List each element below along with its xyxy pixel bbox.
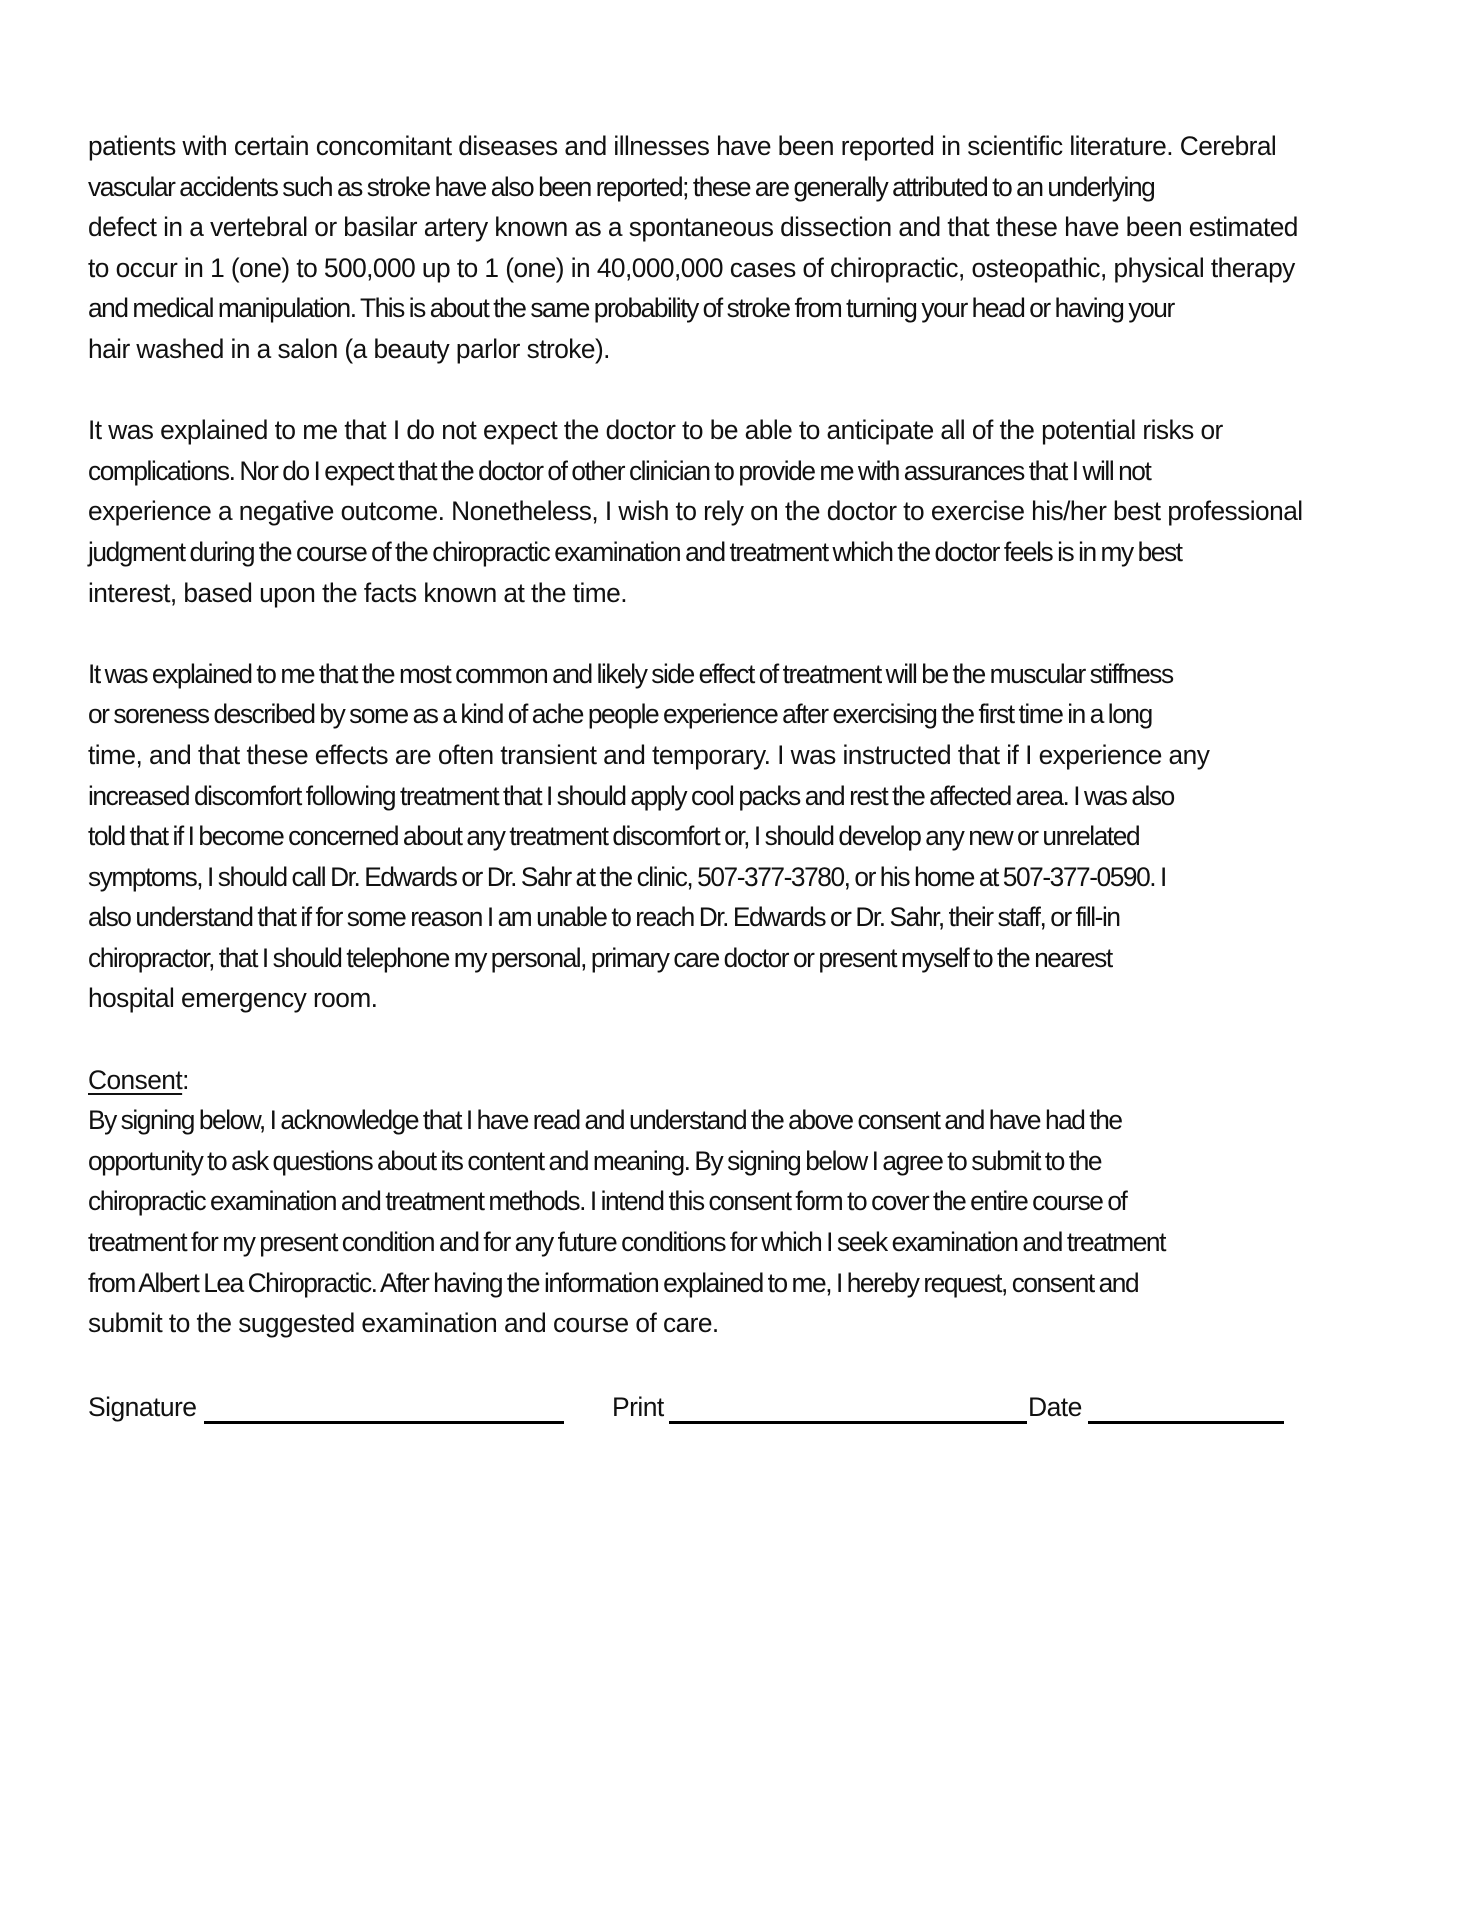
text-line: judgment during the course of the chiropractic examination and treatment which the doctor feels is in my best [88, 536, 1182, 567]
text-line: or soreness described by some as a kind of ache people experience after exercising the first time in a long [88, 699, 1152, 730]
paragraph-side-effects [88, 654, 1388, 1019]
paragraph-spacer [88, 613, 1388, 654]
text-line: told that if I become concerned about any treatment discomfort or, I should develop any new or unrelated [88, 821, 1140, 852]
text-line: It was explained to me that I do not expect the doctor to be able to anticipate all of the potential risks or [88, 415, 1223, 446]
text-line: and medical manipulation. This is about the same probability of stroke from turning your head or having your [88, 293, 1174, 324]
text-line: By signing below, I acknowledge that I have read and understand the above consent and have had the [88, 1105, 1122, 1136]
text-line: symptoms, I should call Dr. Edwards or Dr. Sahr at the clinic, 507-377-3780, or his home at 507-377-0590. I [88, 861, 1166, 892]
text-line: to occur in 1 (one) to 500,000 up to 1 (one) in 40,000,000 cases of chiropractic, osteopathic, physical therapy [88, 252, 1295, 283]
text-line: patients with certain concomitant diseases and illnesses have been reported in scientific literature. Cerebral [88, 131, 1277, 161]
text-line: time, and that these effects are often transient and temporary. I was instructed that if I experience any [88, 739, 1210, 770]
date-label: Date [1028, 1392, 1082, 1422]
paragraph-spacer [88, 1019, 1388, 1060]
text-line: submit to the suggested examination and course of care. [88, 1308, 719, 1339]
text-line: experience a negative outcome. Nonetheless, I wish to rely on the doctor to exercise his/her best professional [88, 496, 1303, 527]
text-line: vascular accidents such as stroke have also been reported; these are generally attributed to an underlying [88, 171, 1155, 202]
consent-document [88, 126, 1388, 1344]
text-line: chiropractic examination and treatment methods. I intend this consent form to cover the entire course of [88, 1186, 1127, 1217]
text-line: treatment for my present condition and for any future conditions for which I seek examination and treatment [88, 1227, 1165, 1258]
text-line: complications. Nor do I expect that the doctor of other clinician to provide me with assurances that I will not [88, 455, 1151, 486]
text-line: also understand that if for some reason I am unable to reach Dr. Edwards or Dr. Sahr, their staff, or fill-in [88, 902, 1120, 933]
text-line: chiropractor, that I should telephone my personal, primary care doctor or present myself to the nearest [88, 942, 1112, 973]
signature-field[interactable] [204, 1421, 564, 1424]
signature-label: Signature [88, 1392, 197, 1422]
text-line: defect in a vertebral or basilar artery known as a spontaneous dissection and that these have been estimated [88, 212, 1298, 243]
consent-heading-colon: : [182, 1064, 189, 1095]
paragraph-spacer [88, 370, 1388, 411]
text-line: hospital emergency room. [88, 983, 378, 1014]
date-field[interactable] [1088, 1421, 1284, 1424]
paragraph-no-assurances [88, 410, 1388, 613]
consent-section [88, 1060, 1388, 1344]
text-line: hair washed in a salon (a beauty parlor stroke). [88, 333, 610, 364]
print-label: Print [612, 1392, 664, 1422]
text-line: interest, based upon the facts known at the time. [88, 577, 627, 608]
text-line: increased discomfort following treatment that I should apply cool packs and rest the affected area. I was also [88, 780, 1174, 811]
text-line: opportunity to ask questions about its content and meaning. By signing below I agree to submit to the [88, 1145, 1102, 1176]
text-line: from Albert Lea Chiropractic. After having the information explained to me, I hereby request, consent and [88, 1267, 1139, 1298]
consent-heading-text: Consent [88, 1064, 183, 1095]
paragraph-stroke-risk [88, 126, 1388, 370]
consent-heading [88, 1060, 1378, 1101]
print-name-field[interactable] [669, 1421, 1027, 1424]
text-line: It was explained to me that the most common and likely side effect of treatment will be the muscular stiffness [88, 658, 1173, 689]
